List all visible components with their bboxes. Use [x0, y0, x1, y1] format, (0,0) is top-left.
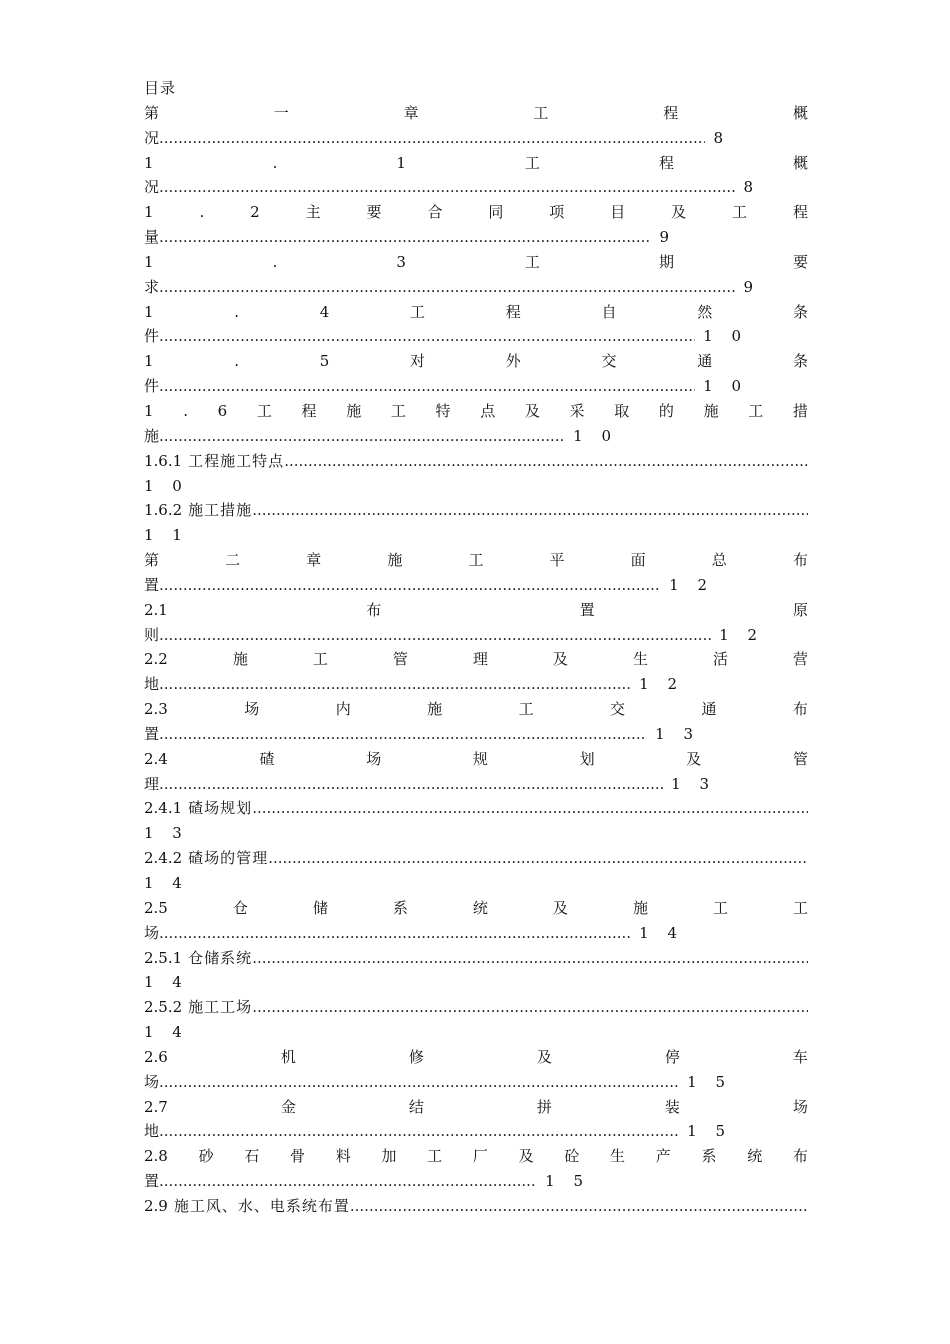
toc-entry-char: 交 — [610, 700, 626, 719]
toc-page-number: 1 4 — [144, 1023, 189, 1042]
dot-leader — [159, 623, 711, 648]
toc-entry-char: 施 — [346, 401, 362, 420]
toc-entry-char: 1 — [144, 352, 154, 371]
toc-section-number: 1.6.1 — [144, 451, 183, 470]
dot-leader — [252, 498, 808, 523]
toc-entry-leader-line — [144, 722, 700, 747]
toc-entry-char: . — [183, 401, 188, 420]
toc-entry-title-tail: 场 — [144, 1072, 160, 1091]
toc-entry-leader-line — [144, 672, 684, 697]
toc-entry-char: 程 — [658, 153, 674, 172]
toc-page-number: 9 — [659, 228, 676, 247]
toc-entry-char: 2.3 — [144, 700, 168, 719]
dot-leader — [159, 672, 631, 697]
toc-entry-char: 程 — [663, 103, 679, 122]
toc-entry-title-tail: 况 — [144, 128, 160, 147]
toc-entry-char: 要 — [792, 252, 808, 271]
toc-entry-char: 布 — [792, 551, 808, 570]
toc-entries — [144, 101, 808, 1219]
toc-section-title: 工程施工特点 — [188, 451, 285, 470]
toc-entry-char: 1 — [144, 252, 154, 271]
toc-entry-char: 及 — [552, 898, 568, 917]
toc-entry-char: 工 — [518, 700, 534, 719]
toc-entry-title-tail: 求 — [144, 277, 160, 296]
toc-page-number: 8 — [743, 178, 760, 197]
dot-leader — [159, 324, 695, 349]
toc-entry-title-tail: 件 — [144, 377, 160, 396]
toc-section-title: 碴场规划 — [188, 799, 253, 818]
toc-entry-char: 采 — [569, 401, 585, 420]
toc-entry-char: 活 — [712, 650, 728, 669]
toc-page-number: 1 5 — [545, 1172, 590, 1191]
toc-section-title: 施工风、水、电系统布置 — [173, 1196, 350, 1215]
toc-subentry-line — [144, 796, 808, 821]
toc-page-number: 8 — [713, 128, 730, 147]
toc-entry-heading-line — [144, 697, 808, 722]
toc-entry-heading-line — [144, 647, 808, 672]
toc-entry-char: 程 — [301, 401, 317, 420]
toc-page-number: 1 0 — [703, 327, 748, 346]
toc-entry-title-tail: 场 — [144, 923, 160, 942]
toc-entry-char: 主 — [305, 203, 321, 222]
dot-leader — [159, 573, 661, 598]
toc-entry-char: 系 — [392, 898, 408, 917]
toc-entry-char: 产 — [655, 1147, 671, 1166]
toc-entry-char: 期 — [658, 252, 674, 271]
dot-leader — [159, 275, 735, 300]
toc-entry-char: 统 — [747, 1147, 763, 1166]
toc-page-number: 1 1 — [144, 526, 189, 545]
toc-page-number: 1 0 — [573, 426, 618, 445]
dot-leader — [159, 1169, 537, 1194]
toc-entry-char: 条 — [792, 302, 808, 321]
toc-page-number: 1 4 — [144, 874, 189, 892]
toc-entry-char: 工 — [468, 551, 484, 570]
toc-page-number: 1 3 — [671, 774, 716, 793]
toc-entry-char: 划 — [579, 749, 595, 768]
toc-entry-char: 料 — [335, 1147, 351, 1166]
toc-entry-char: 石 — [244, 1147, 260, 1166]
toc-section-title: 施工措施 — [188, 501, 253, 520]
toc-entry-heading-line — [144, 747, 808, 772]
toc-page-number: 1 2 — [719, 625, 764, 644]
toc-entry-heading-line — [144, 1144, 808, 1169]
dot-leader — [159, 374, 695, 399]
toc-page-number: 1 3 — [655, 724, 700, 743]
toc-entry-leader-line — [144, 126, 730, 151]
toc-entry-char: 施 — [632, 898, 648, 917]
toc-entry-char: 施 — [232, 650, 248, 669]
toc-entry-char: 1 — [144, 203, 154, 222]
toc-entry-char: 交 — [601, 352, 617, 371]
toc-entry-char: 规 — [472, 749, 488, 768]
toc-subentry-line — [144, 995, 808, 1020]
dot-leader — [159, 225, 651, 250]
toc-entry-char: 加 — [381, 1147, 397, 1166]
dot-leader — [350, 1194, 808, 1219]
toc-entry-title-tail: 件 — [144, 327, 160, 346]
toc-entry-char: 项 — [549, 203, 565, 222]
toc-entry-char: 合 — [427, 203, 443, 222]
table-of-contents — [144, 76, 808, 1219]
toc-entry-char: 概 — [792, 153, 808, 172]
toc-entry-char: 章 — [306, 551, 322, 570]
toc-section-title: 仓储系统 — [188, 948, 253, 967]
toc-entry-char: 程 — [792, 203, 808, 222]
toc-entry-char: 工 — [712, 898, 728, 917]
toc-entry-char: 置 — [579, 600, 595, 619]
dot-leader — [159, 921, 631, 946]
toc-entry-char: 施 — [427, 700, 443, 719]
toc-entry-char: 工 — [524, 252, 540, 271]
toc-entry-char: 2.6 — [144, 1047, 168, 1066]
toc-entry-char: 布 — [792, 1147, 808, 1166]
toc-entry-char: 结 — [408, 1097, 424, 1116]
toc-title: 目录 — [144, 79, 177, 97]
toc-page-number: 1 4 — [144, 973, 189, 992]
toc-entry-leader-line — [144, 374, 748, 399]
toc-entry-char: 目 — [610, 203, 626, 222]
toc-entry-title-tail: 况 — [144, 178, 160, 197]
toc-page-number: 1 2 — [639, 675, 684, 694]
toc-entry-char: 要 — [366, 203, 382, 222]
toc-entry-leader-line — [144, 275, 760, 300]
toc-subentry-line — [144, 498, 808, 523]
toc-entry-char: . — [272, 153, 278, 172]
toc-subentry-line — [144, 946, 808, 971]
dot-leader — [252, 995, 808, 1020]
toc-entry-char: 1 — [144, 401, 154, 420]
toc-entry-char: 生 — [610, 1147, 626, 1166]
toc-entry-char: 施 — [387, 551, 403, 570]
toc-page-number: 1 0 — [144, 476, 189, 495]
toc-entry-char: . — [234, 302, 240, 321]
toc-entry-title-tail: 置 — [144, 1172, 160, 1191]
toc-entry-heading-line — [144, 896, 808, 921]
toc-entry-leader-line — [144, 424, 618, 449]
toc-entry-char: 2.8 — [144, 1147, 168, 1166]
toc-entry-leader-line — [144, 225, 676, 250]
toc-entry-char: 第 — [144, 103, 160, 122]
toc-entry-char: 2.5 — [144, 898, 168, 917]
toc-entry-char: 2.2 — [144, 650, 168, 669]
toc-entry-char: 及 — [686, 749, 702, 768]
toc-section-number: 2.4.2 — [144, 849, 183, 868]
toc-entry-leader-line — [144, 623, 764, 648]
toc-entry-char: 及 — [524, 401, 540, 420]
toc-entry-char: 5 — [319, 352, 330, 371]
toc-entry-char: 厂 — [472, 1147, 488, 1166]
toc-entry-char: 特 — [435, 401, 451, 420]
toc-entry-leader-line — [144, 772, 716, 797]
toc-entry-char: 内 — [335, 700, 351, 719]
toc-entry-heading-line — [144, 250, 808, 275]
toc-entry-char: 概 — [792, 103, 808, 122]
toc-entry-char: 点 — [480, 401, 496, 420]
toc-entry-char: 工 — [410, 302, 426, 321]
toc-entry-char: 骨 — [290, 1147, 306, 1166]
toc-entry-char: 然 — [697, 302, 713, 321]
dot-leader — [159, 424, 565, 449]
toc-entry-char: 理 — [472, 650, 488, 669]
toc-entry-char: 及 — [518, 1147, 534, 1166]
toc-entry-heading-line — [144, 300, 808, 325]
toc-entry-leader-line — [144, 175, 760, 200]
dot-leader — [159, 772, 663, 797]
toc-entry-char: 工 — [312, 650, 328, 669]
toc-entry-char: 取 — [614, 401, 630, 420]
toc-entry-char: 修 — [408, 1047, 424, 1066]
toc-entry-char: 生 — [632, 650, 648, 669]
toc-entry-char: 及 — [536, 1047, 552, 1066]
toc-entry-leader-line — [144, 1169, 590, 1194]
toc-section-number: 2.5.1 — [144, 948, 183, 967]
toc-entry-char: 场 — [792, 1097, 808, 1116]
toc-entry-heading-line — [144, 200, 808, 225]
toc-page-number: 1 5 — [687, 1072, 732, 1091]
toc-entry-char: 6 — [217, 401, 228, 420]
toc-entry-title-tail: 地 — [144, 1122, 160, 1141]
toc-entry-char: 对 — [410, 352, 426, 371]
toc-entry-char: . — [272, 252, 278, 271]
toc-entry-heading-line — [144, 349, 808, 374]
toc-entry-heading-line — [144, 1095, 808, 1120]
toc-entry-char: 统 — [472, 898, 488, 917]
toc-entry-char: 场 — [244, 700, 260, 719]
dot-leader — [159, 126, 705, 151]
toc-entry-char: 章 — [403, 103, 419, 122]
toc-entry-char: 通 — [701, 700, 717, 719]
toc-entry-char: 砼 — [564, 1147, 580, 1166]
toc-entry-char: 1 — [396, 153, 406, 172]
dot-leader — [159, 175, 735, 200]
toc-entry-leader-line — [144, 1070, 732, 1095]
toc-entry-char: 面 — [630, 551, 646, 570]
toc-entry-char: 机 — [280, 1047, 296, 1066]
toc-page-number: 1 5 — [687, 1122, 732, 1141]
toc-entry-title-tail: 理 — [144, 774, 160, 793]
toc-entry-char: 平 — [549, 551, 565, 570]
toc-section-number: 2.5.2 — [144, 998, 183, 1017]
toc-entry-heading-line — [144, 548, 808, 573]
toc-entry-char: 通 — [697, 352, 713, 371]
toc-entry-char: 2 — [250, 203, 260, 222]
dot-leader — [159, 1070, 679, 1095]
toc-entry-leader-line — [144, 324, 748, 349]
toc-entry-char: 工 — [390, 401, 406, 420]
toc-entry-char: 第 — [144, 551, 160, 570]
toc-entry-char: 2.7 — [144, 1097, 168, 1116]
toc-page-number: 1 2 — [669, 575, 714, 594]
toc-entry-leader-line — [144, 573, 714, 598]
toc-page-number: 9 — [743, 277, 760, 296]
toc-page-number: 1 3 — [144, 824, 189, 843]
toc-entry-char: 工 — [427, 1147, 443, 1166]
dot-leader — [252, 946, 808, 971]
toc-subentry-line — [144, 1194, 808, 1219]
toc-entry-char: 车 — [792, 1047, 808, 1066]
toc-section-number: 1.6.2 — [144, 501, 183, 520]
toc-entry-char: 停 — [664, 1047, 680, 1066]
toc-entry-char: 布 — [366, 600, 382, 619]
dot-leader — [252, 796, 808, 821]
toc-entry-char: 措 — [792, 401, 808, 420]
toc-entry-char: . — [199, 203, 205, 222]
toc-entry-char: 1 — [144, 302, 154, 321]
toc-page-number: 1 4 — [639, 923, 684, 942]
toc-entry-char: 及 — [671, 203, 687, 222]
toc-entry-char: 管 — [392, 650, 408, 669]
toc-entry-char: 程 — [505, 302, 521, 321]
toc-entry-char: 二 — [225, 551, 241, 570]
toc-subentry-line — [144, 449, 808, 474]
toc-entry-char: 布 — [792, 700, 808, 719]
toc-section-number: 2.9 — [144, 1196, 168, 1215]
toc-entry-char: 2.4 — [144, 749, 168, 768]
toc-entry-char: 一 — [273, 103, 289, 122]
toc-entry-heading-line — [144, 598, 808, 623]
toc-entry-leader-line — [144, 921, 684, 946]
toc-entry-char: 管 — [792, 749, 808, 768]
toc-entry-char: 及 — [552, 650, 568, 669]
toc-entry-char: . — [234, 352, 240, 371]
toc-entry-char: 总 — [711, 551, 727, 570]
toc-section-title: 碴场的管理 — [188, 849, 269, 868]
toc-entry-title-tail: 置 — [144, 575, 160, 594]
toc-entry-char: 系 — [701, 1147, 717, 1166]
toc-entry-char: 砂 — [198, 1147, 214, 1166]
dot-leader — [159, 1119, 679, 1144]
toc-section-title: 施工工场 — [188, 998, 253, 1017]
toc-entry-char: 自 — [601, 302, 617, 321]
toc-entry-heading-line — [144, 399, 808, 424]
toc-entry-char: 装 — [664, 1097, 680, 1116]
toc-entry-title-tail: 量 — [144, 228, 160, 247]
toc-entry-char: 同 — [488, 203, 504, 222]
toc-entry-char: 工 — [792, 898, 808, 917]
toc-entry-char: 储 — [312, 898, 328, 917]
toc-page-number: 1 0 — [703, 377, 748, 396]
toc-entry-char: 营 — [792, 650, 808, 669]
toc-entry-char: 拼 — [536, 1097, 552, 1116]
toc-entry-char: 金 — [280, 1097, 296, 1116]
toc-entry-char: 工 — [256, 401, 272, 420]
toc-entry-char: 2.1 — [144, 600, 168, 619]
toc-entry-char: 工 — [748, 401, 764, 420]
toc-entry-char: 场 — [366, 749, 382, 768]
dot-leader — [284, 449, 808, 474]
toc-subentry-line — [144, 846, 808, 871]
toc-entry-heading-line — [144, 1045, 808, 1070]
toc-entry-char: 3 — [396, 252, 406, 271]
toc-entry-char: 条 — [792, 352, 808, 371]
toc-entry-char: 原 — [792, 600, 808, 619]
dot-leader — [159, 722, 647, 747]
toc-entry-heading-line — [144, 101, 808, 126]
toc-entry-char: 4 — [319, 302, 330, 321]
toc-entry-title-tail: 施 — [144, 426, 160, 445]
toc-entry-char: 工 — [524, 153, 540, 172]
toc-entry-char: 施 — [703, 401, 719, 420]
toc-entry-char: 工 — [533, 103, 549, 122]
toc-entry-char: 工 — [732, 203, 748, 222]
toc-entry-char: 碴 — [259, 749, 275, 768]
toc-entry-leader-line — [144, 1119, 732, 1144]
toc-entry-title-tail: 置 — [144, 724, 160, 743]
toc-entry-title-tail: 地 — [144, 675, 160, 694]
toc-entry-char: 的 — [658, 401, 674, 420]
toc-entry-char: 1 — [144, 153, 154, 172]
toc-entry-char: 仓 — [232, 898, 248, 917]
toc-section-number: 2.4.1 — [144, 799, 183, 818]
toc-entry-title-tail: 则 — [144, 625, 160, 644]
toc-entry-heading-line — [144, 151, 808, 176]
dot-leader — [268, 846, 808, 871]
toc-entry-char: 外 — [505, 352, 521, 371]
